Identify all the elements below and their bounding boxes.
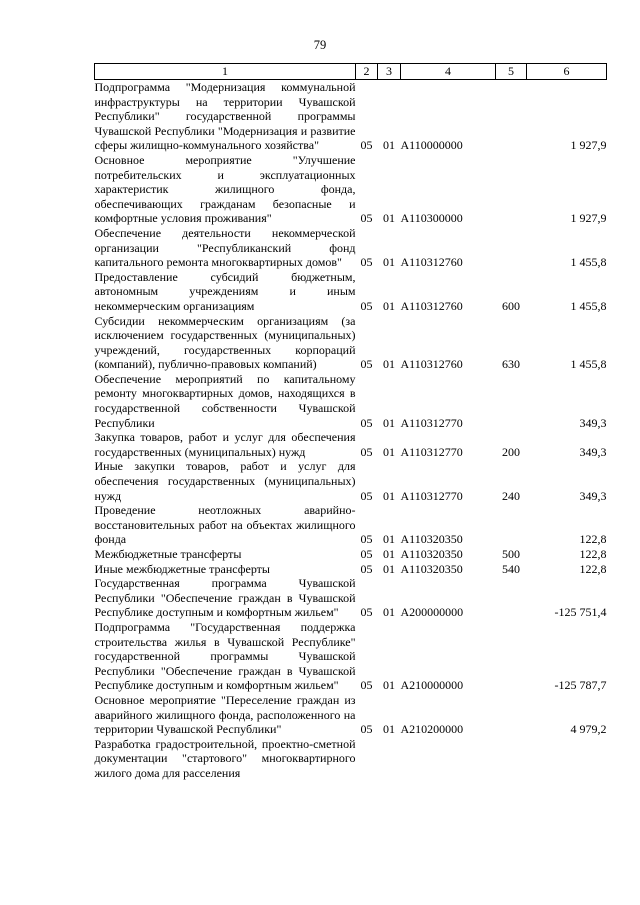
row-amount-cell: 1 927,9 [570, 138, 607, 153]
row-target-code-cell: A200000000 [400, 605, 464, 620]
row-amount-cell: 349,3 [579, 488, 607, 503]
row-section-cell: 05 [360, 722, 373, 737]
table-body [95, 80, 607, 781]
table-row [95, 562, 607, 577]
row-target-code-cell: A110320350 [400, 532, 463, 547]
row-subsection-cell: 01 [383, 722, 395, 737]
table-row [95, 270, 607, 314]
header-row [95, 64, 607, 80]
page-number: 79 [313, 38, 327, 52]
row-name-cell: Обеспечение мероприятий по капитальному ремонту многоквартирных домов, находящихся в государственной собственности Чувашской Республики [94, 371, 356, 430]
row-section-cell: 05 [360, 298, 373, 313]
row-expense-type-cell [496, 737, 527, 781]
row-name-cell: Подпрограмма "Государственная поддержка строительства жилья в Чувашской Республике" государственной программы Чувашской Республики "Обеспечение граждан в Чувашской Республике доступным и комфортным жильем" [94, 619, 356, 693]
table-row [95, 430, 607, 459]
row-subsection-cell: 01 [383, 255, 395, 270]
row-amount-cell: 122,8 [579, 532, 607, 547]
row-name-cell: Межбюджетные трансферты [94, 547, 242, 561]
row-amount-cell: 1 927,9 [570, 211, 607, 226]
row-subsection-cell: 01 [383, 561, 395, 576]
row-subsection-cell: 01 [383, 444, 395, 459]
row-expense-type-cell [496, 620, 527, 693]
row-subsection-cell: 01 [383, 547, 395, 561]
row-section-cell: 05 [360, 444, 373, 459]
column-header: 3 [378, 64, 401, 80]
row-amount-cell: -125 751,4 [554, 605, 607, 620]
row-section-cell: 05 [360, 415, 373, 430]
column-header: 5 [496, 64, 527, 80]
row-expense-type-cell [496, 693, 527, 737]
column-header: 6 [527, 64, 607, 80]
row-subsection-cell: 01 [383, 415, 395, 430]
row-subsection-cell [378, 737, 401, 781]
column-header: 1 [95, 64, 356, 80]
row-section-cell [356, 737, 378, 781]
row-name-cell: Основное мероприятие "Переселение граждан из аварийного жилищного фонда, расположенного на территории Чувашской Республики" [94, 692, 356, 737]
row-expense-type-cell: 200 [502, 444, 520, 459]
row-section-cell: 05 [360, 561, 373, 576]
budget-table [94, 63, 607, 781]
row-target-code-cell: A110312760 [400, 255, 463, 270]
row-section-cell: 05 [360, 138, 373, 153]
row-target-code-cell: A110312760 [400, 357, 463, 372]
table-row [95, 576, 607, 620]
row-subsection-cell: 01 [383, 678, 395, 693]
row-target-code-cell: A210200000 [400, 722, 464, 737]
row-expense-type-cell: 240 [502, 488, 520, 503]
row-subsection-cell: 01 [383, 211, 395, 226]
row-expense-type-cell: 630 [502, 357, 520, 372]
row-expense-type-cell [496, 372, 527, 430]
row-name-cell: Проведение неотложных аварийно-восстановительных работ на объектах жилищного фонда [94, 503, 356, 547]
row-subsection-cell: 01 [383, 138, 395, 153]
row-amount-cell: 1 455,8 [570, 255, 607, 270]
row-expense-type-cell [496, 80, 527, 153]
row-target-code-cell: A110312770 [400, 444, 463, 459]
table-row [95, 314, 607, 372]
row-section-cell: 05 [360, 532, 373, 547]
row-name-cell: Иные межбюджетные трансферты [94, 561, 270, 576]
row-subsection-cell: 01 [383, 532, 395, 547]
table-row [95, 547, 607, 562]
row-amount-cell [527, 737, 607, 781]
row-section-cell: 05 [360, 678, 373, 693]
row-amount-cell: 4 979,2 [570, 722, 607, 737]
row-target-code-cell: A110320350 [400, 561, 463, 576]
row-section-cell: 05 [360, 605, 373, 620]
row-expense-type-cell [496, 153, 527, 226]
row-expense-type-cell [496, 503, 527, 547]
row-expense-type-cell: 500 [502, 547, 520, 561]
row-expense-type-cell: 600 [502, 298, 520, 313]
row-name-cell: Обеспечение деятельности некоммерческой организации "Республиканский фонд капитального ремонта многоквартирных домов" [94, 225, 356, 270]
row-target-code-cell: A110300000 [400, 211, 463, 226]
row-name-cell: Государственная программа Чувашской Республики "Обеспечение граждан в Чувашской Республике доступным и комфортным жильем" [94, 576, 356, 620]
row-subsection-cell: 01 [383, 605, 395, 620]
table-row [95, 226, 607, 270]
table-row [95, 737, 607, 781]
row-amount-cell: 1 455,8 [570, 298, 607, 313]
row-amount-cell: 122,8 [579, 561, 607, 576]
row-name-cell: Закупка товаров, работ и услуг для обеспечения государственных (муниципальных) нужд [94, 430, 356, 459]
table-row [95, 459, 607, 503]
row-target-code-cell [401, 737, 496, 781]
row-section-cell: 05 [360, 547, 373, 561]
table-row [95, 503, 607, 547]
row-target-code-cell: A110000000 [400, 138, 463, 153]
row-subsection-cell: 01 [383, 298, 395, 313]
row-subsection-cell: 01 [383, 488, 395, 503]
row-amount-cell: 349,3 [579, 444, 607, 459]
row-name-cell: Иные закупки товаров, работ и услуг для обеспечения государственных (муниципальных) нужд [94, 459, 356, 503]
row-amount-cell: 1 455,8 [570, 357, 607, 372]
table-row [95, 693, 607, 737]
row-name-cell: Субсидии некоммерческим организациям (за исключением государственных (муниципальных) учреждений, государственных корпораций (компаний), публично-правовых компаний) [94, 313, 356, 372]
table-row [95, 620, 607, 693]
table-row [95, 153, 607, 226]
row-section-cell: 05 [360, 211, 373, 226]
row-target-code-cell: A210000000 [400, 678, 464, 693]
table-row [95, 372, 607, 430]
row-amount-cell: 122,8 [579, 547, 607, 561]
row-target-code-cell: A110320350 [400, 547, 463, 561]
row-amount-cell: 349,3 [579, 415, 607, 430]
row-name-cell: Подпрограмма "Модернизация коммунальной инфраструктуры на территории Чувашской Республики" государственной программы Чувашской Республики "Модернизация и развитие сферы жилищно-коммунального хозяйства" [94, 80, 356, 153]
row-target-code-cell: A110312770 [400, 488, 463, 503]
column-header: 2 [356, 64, 378, 80]
row-section-cell: 05 [360, 255, 373, 270]
row-name-cell: Предоставление субсидий бюджетным, автономным учреждениям и иным некоммерческим организациям [94, 269, 356, 313]
row-name-cell: Разработка градостроительной, проектно-сметной документации "стартового" многоквартирного жилого дома для расселения [94, 736, 356, 780]
row-target-code-cell: A110312760 [400, 298, 463, 313]
row-subsection-cell: 01 [383, 357, 395, 372]
row-expense-type-cell [496, 226, 527, 270]
row-target-code-cell: A110312770 [400, 415, 463, 430]
row-name-cell: Основное мероприятие "Улучшение потребительских и эксплуатационных характеристик жилищного фонда, обеспечивающих гражданам безопасные и комфортные условия проживания" [94, 152, 356, 226]
row-section-cell: 05 [360, 357, 373, 372]
row-section-cell: 05 [360, 488, 373, 503]
table-header [95, 64, 607, 80]
row-amount-cell: -125 787,7 [554, 678, 607, 693]
row-expense-type-cell [496, 576, 527, 620]
column-header: 4 [401, 64, 496, 80]
table-row [95, 80, 607, 153]
row-expense-type-cell: 540 [502, 561, 520, 576]
